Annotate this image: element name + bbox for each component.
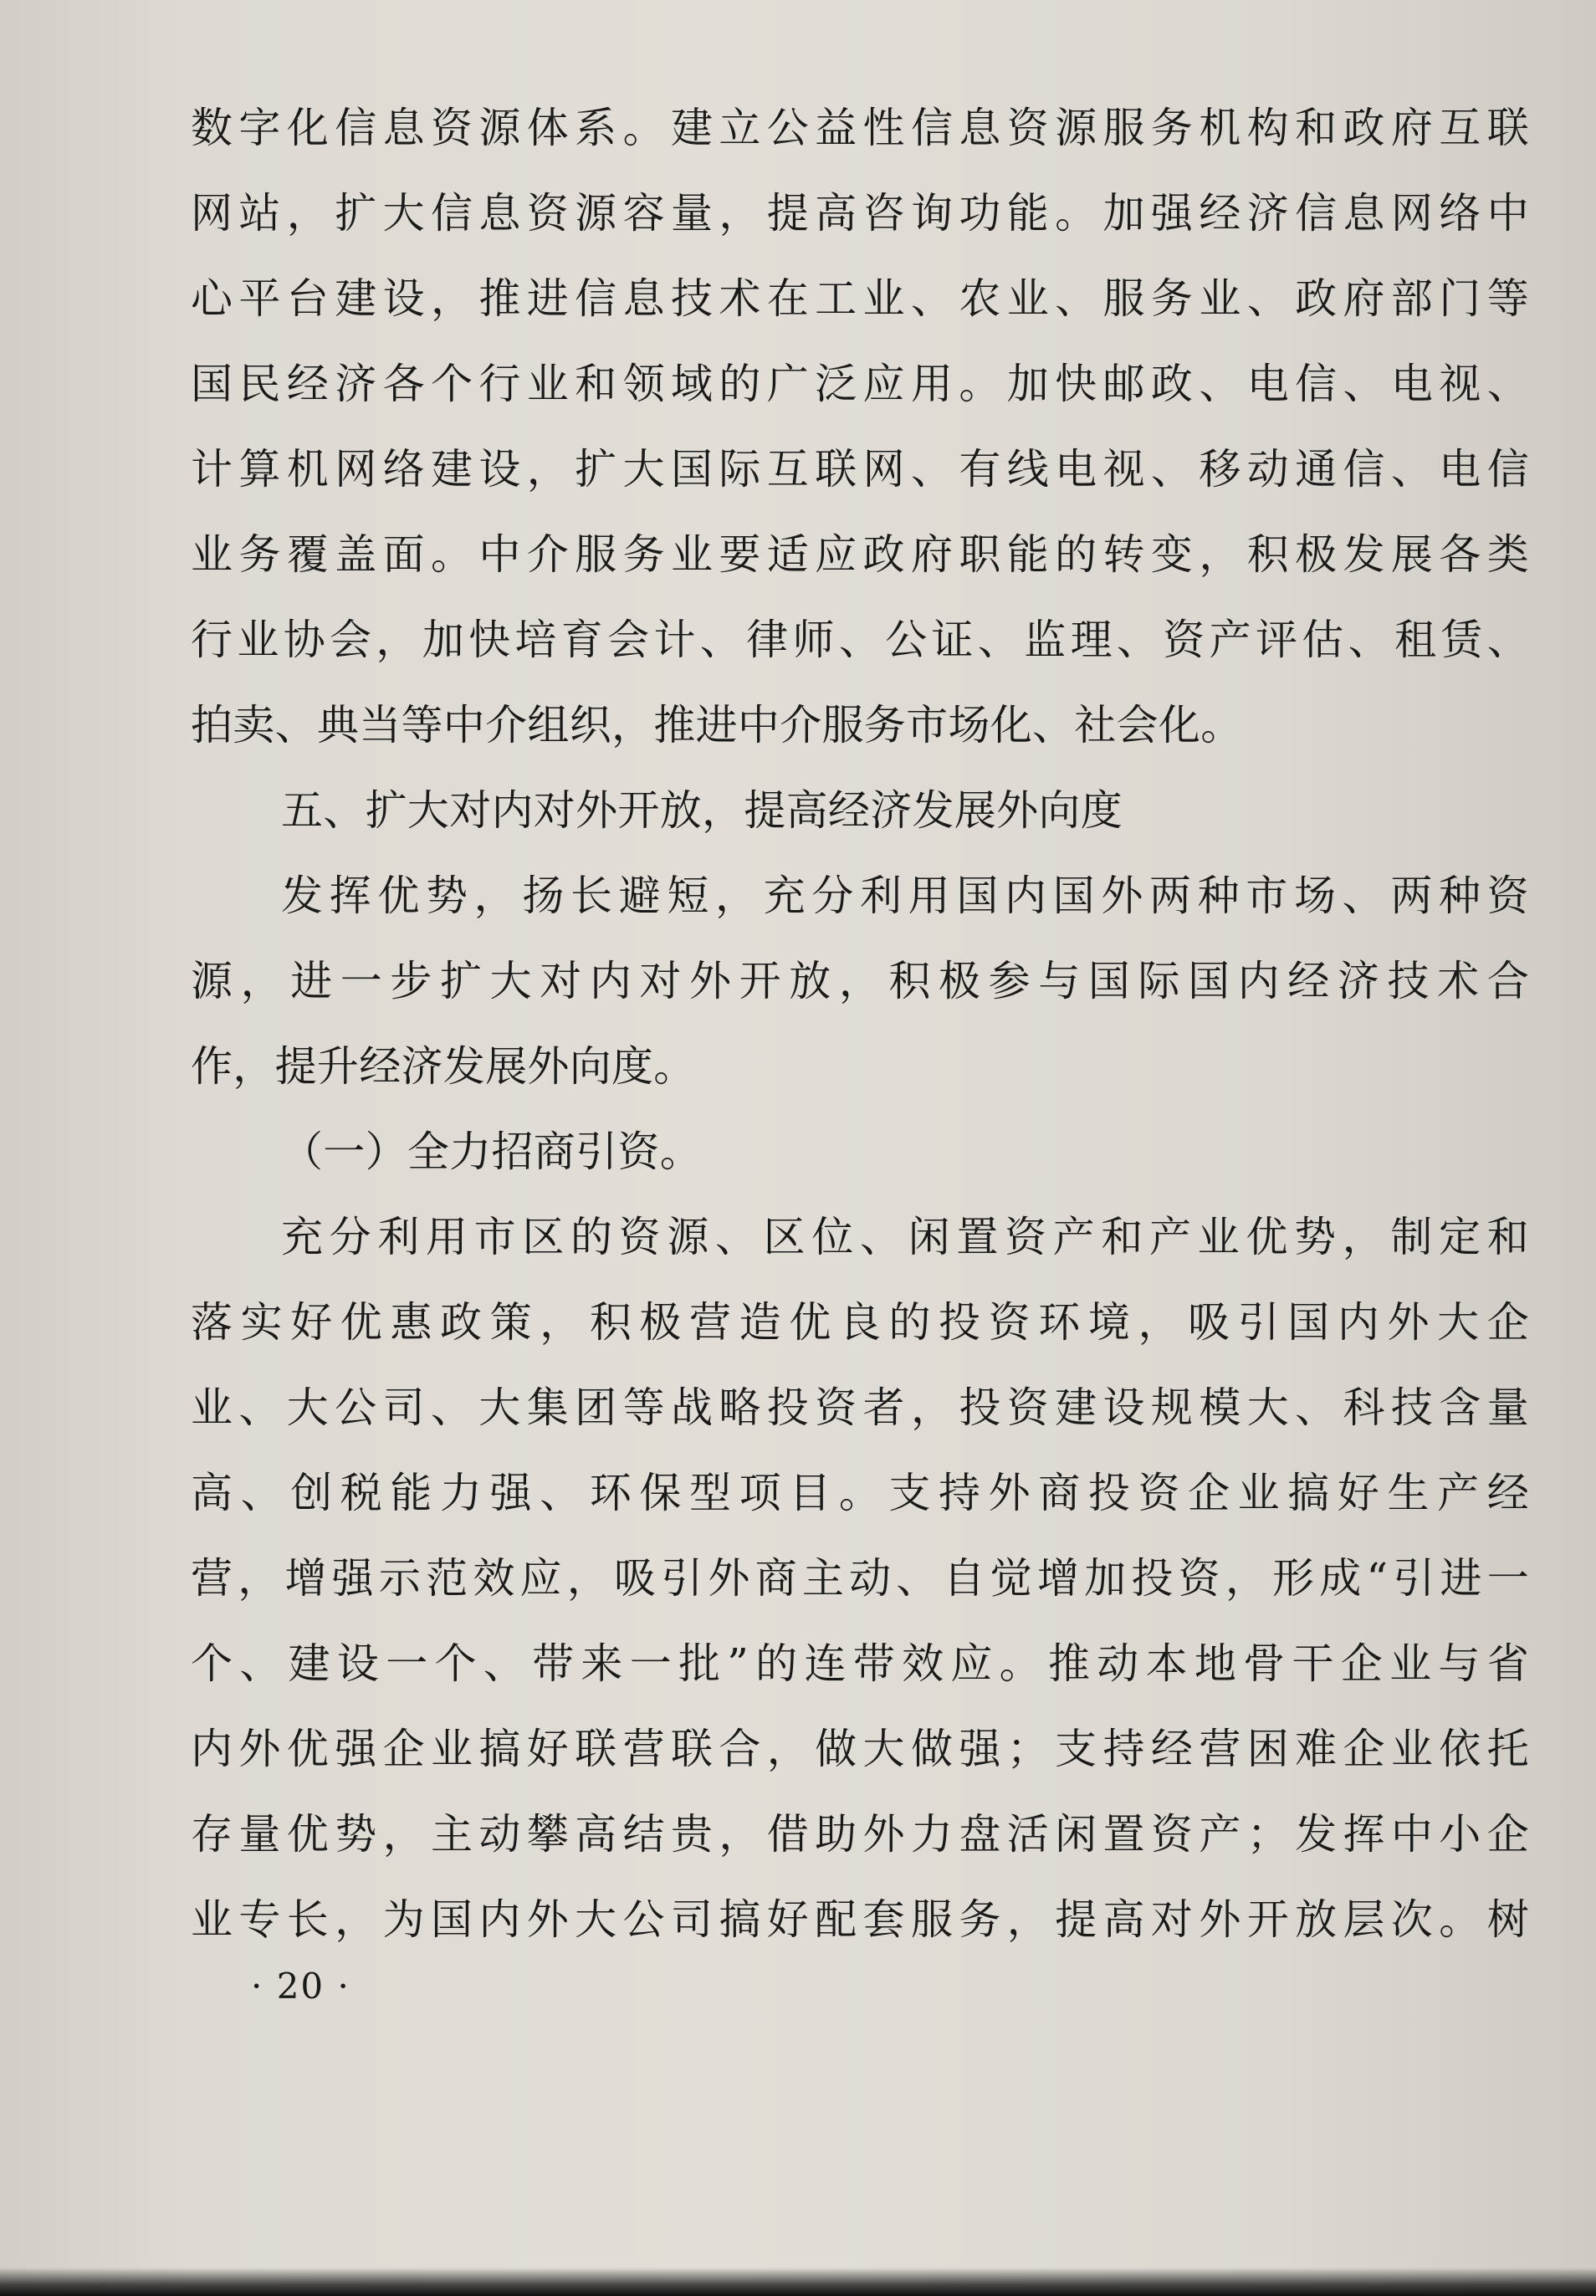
- text-line: 个、建设一个、带来一批”的连带效应。推动本地骨干企业与省: [191, 1639, 1529, 1688]
- text-line: 营，增强示范效应，吸引外商主动、自觉增加投资，形成“引进一: [191, 1554, 1529, 1603]
- text-line: 存量优势，主动攀高结贵，借助外力盘活闲置资产；发挥中小企: [191, 1810, 1529, 1859]
- text-line: 数字化信息资源体系。建立公益性信息资源服务机构和政府互联: [191, 104, 1529, 152]
- text-line: 落实好优惠政策，积极营造优良的投资环境，吸引国内外大企: [191, 1298, 1529, 1347]
- scan-edge-shadow: [0, 2268, 1596, 2296]
- text-line: 业务覆盖面。中介服务业要适应政府职能的转变，积极发展各类: [191, 530, 1529, 579]
- text-line: 发挥优势，扬长避短，充分利用国内国外两种市场、两种资: [281, 872, 1529, 920]
- text-line: 作，提升经济发展外向度。: [191, 1042, 696, 1091]
- text-line: 行业协会，加快培育会计、律师、公证、监理、资产评估、租赁、: [191, 616, 1529, 664]
- text-line: 业专长，为国内外大公司搞好配套服务，提高对外开放层次。树: [191, 1895, 1529, 1944]
- text-line: 充分利用市区的资源、区位、闲置资产和产业优势，制定和: [281, 1213, 1529, 1261]
- text-line: 业、大公司、大集团等战略投资者，投资建设规模大、科技含量: [191, 1383, 1529, 1432]
- subsection-heading: （一）全力招商引资。: [281, 1128, 702, 1176]
- text-line: 计算机网络建设，扩大国际互联网、有线电视、移动通信、电信: [191, 445, 1529, 493]
- text-line: 心平台建设，推进信息技术在工业、农业、服务业、政府部门等: [191, 274, 1529, 323]
- text-line: 源，进一步扩大对内对外开放，积极参与国际国内经济技术合: [191, 957, 1529, 1005]
- text-line: 高、创税能力强、环保型项目。支持外商投资企业搞好生产经: [191, 1469, 1529, 1517]
- page-body: [191, 85, 1529, 1962]
- page-number: · 20 ·: [251, 1966, 350, 2007]
- section-heading: 五、扩大对内对外开放，提高经济发展外向度: [281, 786, 1123, 835]
- text-line: 拍卖、典当等中介组织，推进中介服务市场化、社会化。: [191, 701, 1243, 749]
- text-line: 网站，扩大信息资源容量，提高咨询功能。加强经济信息网络中: [191, 189, 1529, 238]
- text-line: 国民经济各个行业和领域的广泛应用。加快邮政、电信、电视、: [191, 360, 1529, 408]
- text-line: 内外优强企业搞好联营联合，做大做强；支持经营困难企业依托: [191, 1725, 1529, 1773]
